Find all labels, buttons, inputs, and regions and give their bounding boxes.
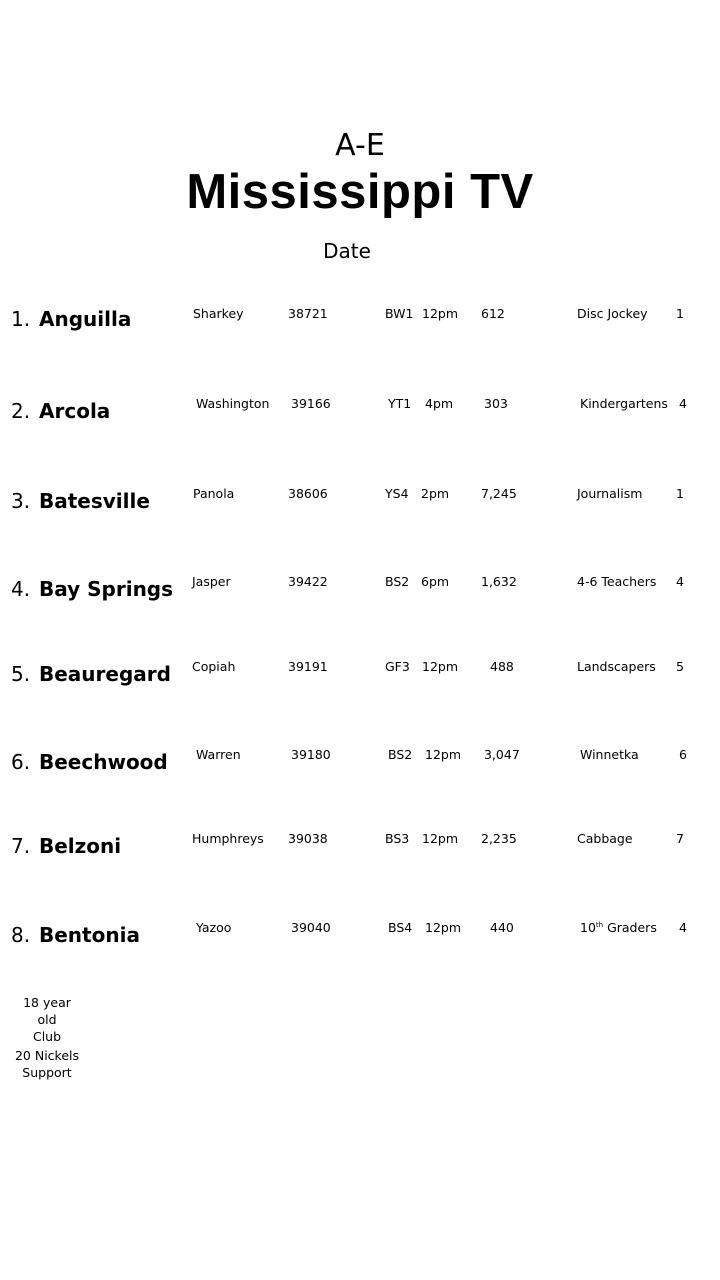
audience-group: Landscapers — [577, 659, 656, 674]
count: 4 — [679, 396, 687, 411]
air-time: 12pm — [425, 920, 462, 935]
zip-code: 38606 — [288, 486, 328, 501]
quantity: 7,245 — [481, 486, 517, 501]
count: 7 — [676, 831, 684, 846]
zip-code: 39422 — [288, 574, 328, 589]
audience-group: Kindergartens — [580, 396, 668, 411]
count: 5 — [676, 659, 684, 674]
county: Copiah — [192, 659, 236, 674]
table-row — [0, 655, 720, 695]
town-name: Arcola — [39, 399, 111, 423]
row-number: 1. — [11, 307, 31, 331]
table-row — [0, 392, 720, 432]
zip-code: 39038 — [288, 831, 328, 846]
air-time: 12pm — [425, 747, 462, 762]
county: Panola — [193, 486, 235, 501]
quantity: 440 — [490, 920, 514, 935]
quantity: 3,047 — [484, 747, 520, 762]
town-name: Bay Springs — [39, 577, 174, 601]
station-code: GF3 — [385, 659, 410, 674]
air-time: 4pm — [425, 396, 454, 411]
group-suffix: Graders — [603, 920, 657, 935]
station-code: BS3 — [385, 831, 410, 846]
table-row — [0, 827, 720, 867]
town-name: Bentonia — [39, 923, 140, 947]
audience-group: Disc Jockey — [577, 306, 648, 321]
count: 4 — [679, 920, 687, 935]
table-row — [0, 482, 720, 522]
audience-group — [580, 920, 657, 935]
town-name: Beauregard — [39, 662, 171, 686]
station-code: YS4 — [385, 486, 409, 501]
zip-code: 39040 — [291, 920, 331, 935]
group-ordinal-suffix: th — [595, 920, 604, 929]
row-number: 2. — [11, 399, 31, 423]
air-time: 6pm — [421, 574, 450, 589]
county: Washington — [196, 396, 270, 411]
row-number: 4. — [11, 577, 31, 601]
table-row — [0, 302, 720, 342]
table-row — [0, 916, 720, 956]
town-name: Beechwood — [39, 750, 168, 774]
footnote-line: 20 Nickels — [14, 1048, 80, 1063]
town-name: Belzoni — [39, 834, 122, 858]
station-code: BW1 — [385, 306, 414, 321]
table-row — [0, 570, 720, 610]
air-time: 2pm — [421, 486, 450, 501]
town-name: Anguilla — [39, 307, 132, 331]
group-ordinal-number: 10 — [580, 920, 596, 935]
quantity: 1,632 — [481, 574, 517, 589]
station-code: YT1 — [388, 396, 412, 411]
table-row — [0, 743, 720, 783]
county: Humphreys — [192, 831, 264, 846]
footnote-club — [12, 994, 82, 1045]
footnote-line: Club — [32, 1029, 62, 1044]
row-number: 8. — [11, 923, 31, 947]
air-time: 12pm — [422, 831, 459, 846]
count: 4 — [676, 574, 684, 589]
zip-code: 39191 — [288, 659, 328, 674]
row-number: 7. — [11, 834, 31, 858]
row-number: 5. — [11, 662, 31, 686]
station-code: BS2 — [385, 574, 410, 589]
air-time: 12pm — [422, 659, 459, 674]
zip-code: 38721 — [288, 306, 328, 321]
audience-group: 4-6 Teachers — [577, 574, 657, 589]
footnote-support — [12, 1047, 82, 1081]
zip-code: 39180 — [291, 747, 331, 762]
footnote-line: Support — [22, 1065, 72, 1080]
quantity: 303 — [484, 396, 508, 411]
county: Yazoo — [196, 920, 232, 935]
audience-group: Cabbage — [577, 831, 633, 846]
station-code: BS2 — [388, 747, 413, 762]
row-number: 6. — [11, 750, 31, 774]
audience-group: Journalism — [577, 486, 643, 501]
zip-code: 39166 — [291, 396, 331, 411]
quantity: 488 — [490, 659, 514, 674]
quantity: 2,235 — [481, 831, 517, 846]
page-title: Mississippi TV — [186, 165, 534, 219]
audience-group: Winnetka — [580, 747, 639, 762]
county: Jasper — [192, 574, 231, 589]
county: Sharkey — [193, 306, 244, 321]
count: 1 — [676, 486, 684, 501]
row-number: 3. — [11, 489, 31, 513]
quantity: 612 — [481, 306, 505, 321]
count: 6 — [679, 747, 687, 762]
page-subtitle: A-E — [335, 128, 385, 163]
county: Warren — [196, 747, 241, 762]
town-name: Batesville — [39, 489, 150, 513]
footnote-line: 18 year old — [23, 995, 71, 1027]
station-code: BS4 — [388, 920, 413, 935]
date-label: Date — [323, 239, 371, 263]
air-time: 12pm — [422, 306, 459, 321]
count: 1 — [676, 306, 684, 321]
